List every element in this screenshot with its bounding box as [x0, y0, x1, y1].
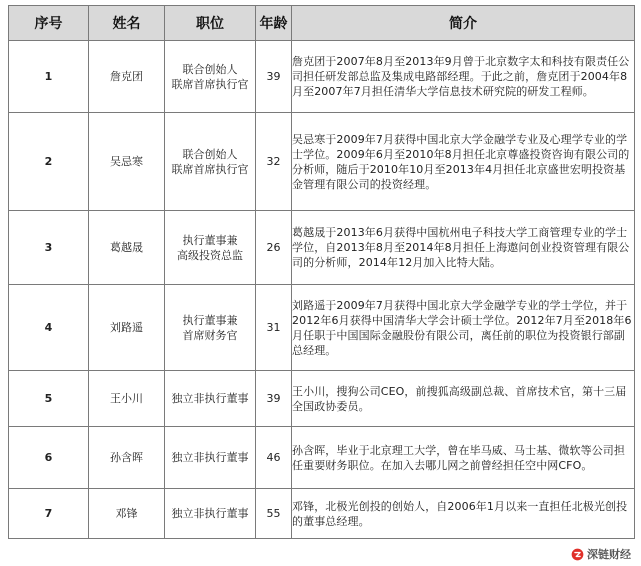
row-name: 孙含晖 [89, 427, 165, 489]
table-body [9, 41, 635, 539]
position-line: 执行董事兼 [182, 233, 238, 247]
position-line: 独立非执行董事 [171, 451, 249, 464]
row-age: 39 [256, 371, 292, 427]
row-age: 46 [256, 427, 292, 489]
row-position [165, 285, 256, 371]
table-header [9, 6, 635, 41]
row-name: 詹克团 [89, 41, 165, 113]
table-row [9, 113, 635, 211]
row-age: 32 [256, 113, 292, 211]
table-row [9, 285, 635, 371]
row-name: 王小川 [89, 371, 165, 427]
header-name: 姓名 [89, 6, 165, 41]
row-bio: 刘路遥于2009年7月获得中国北京大学金融学专业的学士学位，并于2012年6月获得中国清华大学会计硕士学位。2012年7月至2018年6月任职于中国国际金融股份有限公司，离任前的职位为投资银行部副总经理。 [292, 285, 635, 371]
row-position [165, 489, 256, 539]
watermark [571, 546, 631, 562]
row-index: 4 [9, 285, 89, 371]
position-line: 首席财务官 [182, 328, 238, 342]
header-position: 职位 [165, 6, 256, 41]
row-bio: 孙含晖，毕业于北京理工大学，曾在毕马威、马士基、微软等公司担任重要财务职位。在加入去哪儿网之前曾经担任空中网CFO。 [292, 427, 635, 489]
row-bio: 邓锋，北极光创投的创始人，自2006年1月以来一直担任北极光创投的董事总经理。 [292, 489, 635, 539]
row-bio: 吴忌寒于2009年7月获得中国北京大学金融学专业及心理学专业的学士学位。2009年6月至2010年8月担任北京尊盛投资咨询有限公司的分析师，随后于2010年10月至2013年4月担任北京盛世宏明投资基金管理有限公司的投资经理。 [292, 113, 635, 211]
row-name: 吴忌寒 [89, 113, 165, 211]
position-line: 联合创始人 [182, 62, 238, 76]
shenlian-logo-icon [571, 548, 584, 561]
position-line: 独立非执行董事 [171, 507, 249, 520]
row-name: 邓锋 [89, 489, 165, 539]
row-position [165, 211, 256, 285]
row-index: 6 [9, 427, 89, 489]
row-age: 39 [256, 41, 292, 113]
header-bio: 简介 [292, 6, 635, 41]
row-index: 3 [9, 211, 89, 285]
table-row [9, 489, 635, 539]
row-name: 刘路遥 [89, 285, 165, 371]
row-name: 葛越晟 [89, 211, 165, 285]
table-row [9, 41, 635, 113]
row-position [165, 113, 256, 211]
row-index: 1 [9, 41, 89, 113]
row-index: 2 [9, 113, 89, 211]
header-index: 序号 [9, 6, 89, 41]
row-position [165, 427, 256, 489]
row-bio: 葛越晟于2013年6月获得中国杭州电子科技大学工商管理专业的学士学位，自2013年8月至2014年8月担任上海遨问创业投资管理有限公司的分析师，2014年12月加入比特大陆。 [292, 211, 635, 285]
watermark-text: 深链财经 [587, 548, 631, 561]
row-position [165, 371, 256, 427]
row-age: 26 [256, 211, 292, 285]
position-line: 联席首席执行官 [171, 162, 249, 176]
table-row [9, 211, 635, 285]
row-age: 31 [256, 285, 292, 371]
table-row [9, 371, 635, 427]
row-index: 7 [9, 489, 89, 539]
row-index: 5 [9, 371, 89, 427]
executive-table [8, 5, 635, 539]
position-line: 高级投资总监 [177, 248, 243, 262]
position-line: 执行董事兼 [182, 313, 238, 327]
row-position [165, 41, 256, 113]
position-line: 独立非执行董事 [171, 392, 249, 405]
row-bio: 詹克团于2007年8月至2013年9月曾于北京数字太和科技有限责任公司担任研发部总监及集成电路部经理。于此之前，詹克团于2004年8月至2007年7月担任清华大学信息技术研究院的研发工程师。 [292, 41, 635, 113]
table-row [9, 427, 635, 489]
header-age: 年龄 [256, 6, 292, 41]
row-age: 55 [256, 489, 292, 539]
position-line: 联合创始人 [182, 147, 238, 161]
header-row [9, 6, 635, 41]
row-bio: 王小川，搜狗公司CEO，前搜狐高级副总裁、首席技术官，第十三届全国政协委员。 [292, 371, 635, 427]
position-line: 联席首席执行官 [171, 77, 249, 91]
